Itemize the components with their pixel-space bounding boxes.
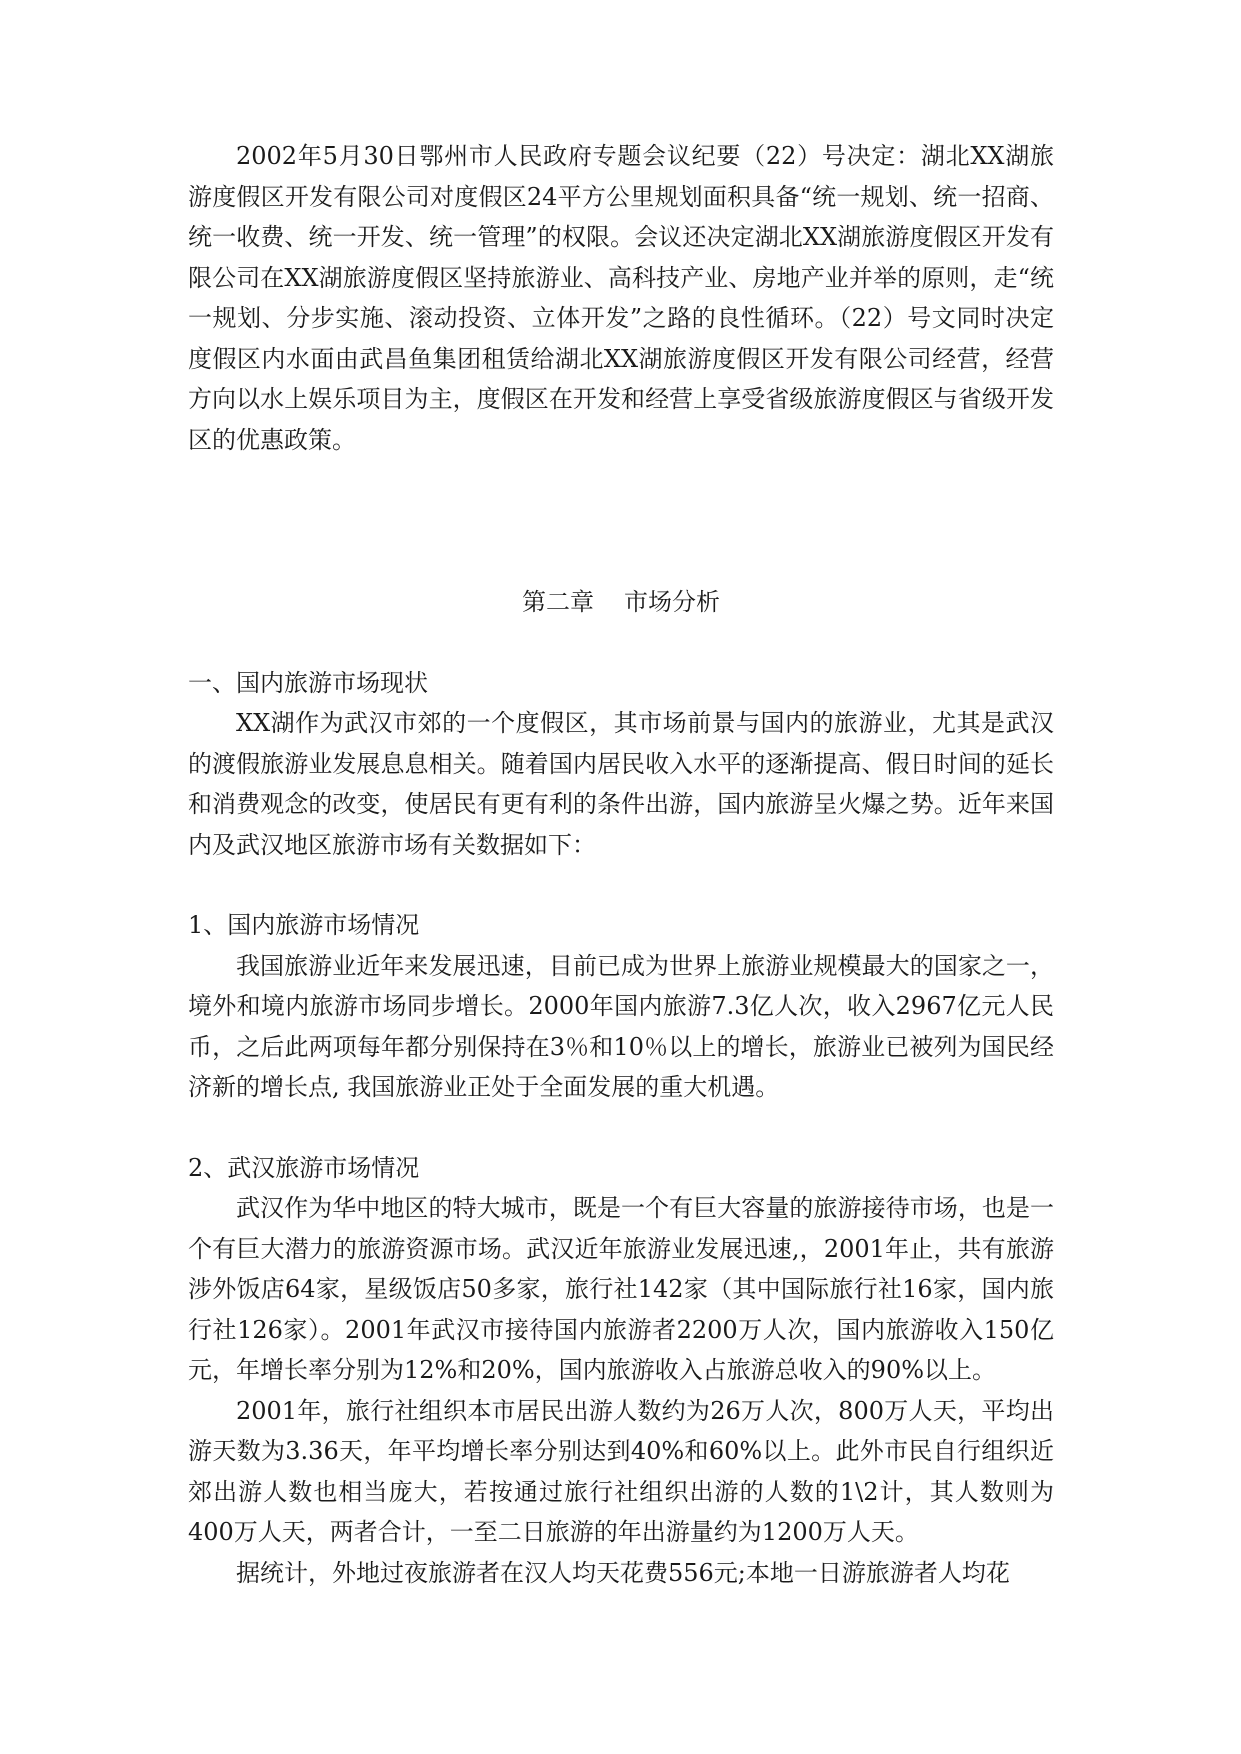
- section-paragraph: XX湖作为武汉市郊的一个度假区，其市场前景与国内的旅游业，尤其是武汉的渡假旅游业发展息息相关。随着国内居民收入水平的逐渐提高、假日时间的延长和消费观念的改变，使居民有更有利的条件出游，国内旅游呈火爆之势。近年来国内及武汉地区旅游市场有关数据如下：: [188, 709, 1054, 859]
- spacer: [188, 865, 1054, 905]
- document-page: [188, 136, 1054, 1593]
- wuhan-market-paragraph: 武汉作为华中地区的特大城市，既是一个有巨大容量的旅游接待市场，也是一个有巨大潜力的旅游资源市场。武汉近年旅游业发展迅速,，2001年止，共有旅游涉外饭店64家，星级饭店50多家，旅行社142家（其中国际旅行社16家，国内旅行社126家）。2001年武汉市接待国内旅游者2200万人次，国内旅游收入150亿元，年增长率分别为12%和20%，国内旅游收入占旅游总收入的90%以上。: [188, 1194, 1054, 1384]
- subsection-heading-wuhan: 2、武汉旅游市场情况: [188, 1153, 420, 1182]
- chapter-heading: [188, 582, 1054, 623]
- spacer: [188, 460, 1054, 582]
- domestic-market-paragraph: 我国旅游业近年来发展迅速，目前已成为世界上旅游业规模最大的国家之一，境外和境内旅游市场同步增长。2000年国内旅游7.3亿人次，收入2967亿元人民币，之后此两项每年都分别保持在3％和10％以上的增长，旅游业已被列为国民经济新的增长点, 我国旅游业正处于全面发展的重大机遇。: [188, 951, 1054, 1101]
- spacer: [188, 1108, 1054, 1148]
- chapter-title: 市场分析: [624, 588, 720, 616]
- section-heading: 一、国内旅游市场现状: [188, 668, 428, 697]
- chapter-number: 第二章: [522, 588, 594, 616]
- subsection-heading-domestic: 1、国内旅游市场情况: [188, 911, 420, 939]
- spacer: [188, 623, 1054, 663]
- wuhan-market-paragraph: 2001年，旅行社组织本市居民出游人数约为26万人次，800万人天，平均出游天数为3.36天，年平均增长率分别达到40%和60%以上。此外市民自行组织近郊出游人数也相当庞大，若按通过旅行社组织出游的人数的1\2计，其人数则为400万人天，两者合计，一至二日旅游的年出游量约为1200万人天。: [188, 1396, 1054, 1546]
- wuhan-market-paragraph: 据统计，外地过夜旅游者在汉人均天花费556元;本地一日游旅游者人均花: [236, 1558, 1010, 1587]
- intro-paragraph: 2002年5月30日鄂州市人民政府专题会议纪要（22）号决定：湖北XX湖旅游度假区开发有限公司对度假区24平方公里规划面积具备“统一规划、统一招商、统一收费、统一开发、统一管理”的权限。会议还决定湖北XX湖旅游度假区开发有限公司在XX湖旅游度假区坚持旅游业、高科技产业、房地产业并举的原则，走“统一规划、分步实施、滚动投资、立体开发”之路的良性循环。（22）号文同时决定度假区内水面由武昌鱼集团租赁给湖北XX湖旅游度假区开发有限公司经营，经营方向以水上娱乐项目为主，度假区在开发和经营上享受省级旅游度假区与省级开发区的优惠政策。: [188, 142, 1054, 454]
